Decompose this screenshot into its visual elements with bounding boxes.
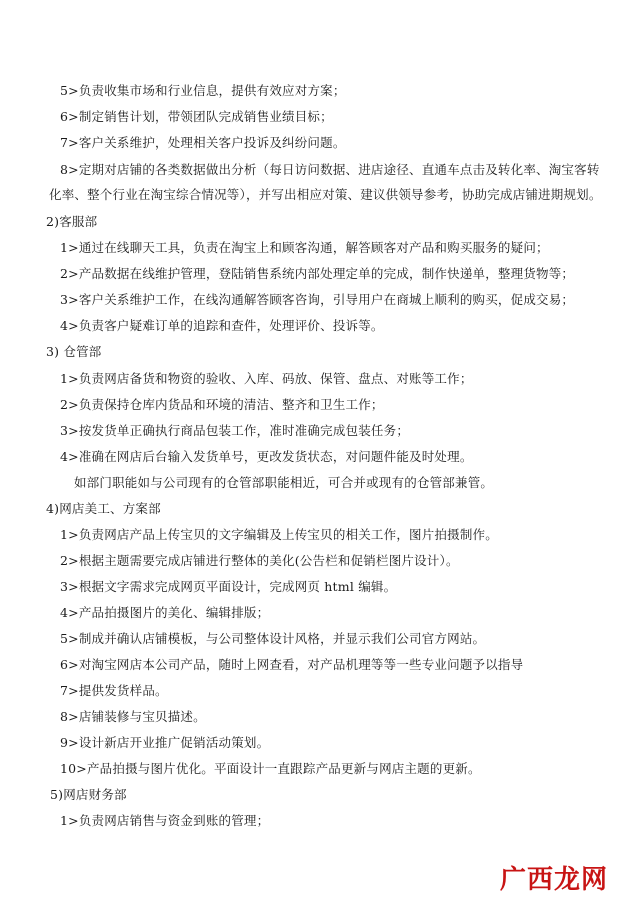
customer-service-item-3: 3>客户关系维护工作，在线沟通解答顾客咨询，引导用户在商城上顺利的购买，促成交易； — [60, 292, 575, 307]
customer-service-item-1: 1>通过在线聊天工具，负责在淘宝上和顾客沟通，解答顾客对产品和购买服务的疑问； — [60, 240, 549, 255]
watermark-logo: 广西龙网 — [499, 865, 608, 895]
design-item-1: 1>负责网店产品上传宝贝的文字编辑及上传宝贝的相关工作，图片拍摄制作。 — [60, 527, 498, 542]
warehouse-item-2: 2>负责保持仓库内货品和环境的清洁、整齐和卫生工作； — [60, 397, 384, 412]
design-item-9: 9>设计新店开业推广促销活动策划。 — [60, 735, 270, 750]
warehouse-item-3: 3>按发货单正确执行商品包装工作，准时准确完成包装任务； — [60, 423, 410, 438]
marketing-item-7: 7>客户关系维护，处理相关客户投诉及纠纷问题。 — [60, 135, 346, 150]
customer-service-item-4: 4>负责客户疑难订单的追踪和查件，处理评价、投诉等。 — [60, 318, 384, 333]
design-item-7: 7>提供发货样品。 — [60, 683, 168, 698]
design-item-10: 10>产品拍摄与图片优化。平面设计一直跟踪产品更新与网店主题的更新。 — [60, 761, 481, 776]
marketing-item-6: 6>制定销售计划，带领团队完成销售业绩目标； — [60, 109, 333, 124]
design-item-6: 6>对淘宝网店本公司产品，随时上网查看，对产品机理等等一些专业问题予以指导 — [60, 657, 524, 672]
finance-item-1: 1>负责网店销售与资金到账的管理； — [60, 813, 270, 828]
customer-service-heading: 2)客服部 — [46, 214, 98, 229]
warehouse-item-4: 4>准确在网店后台输入发货单号，更改发货状态，对问题件能及时处理。 — [60, 449, 473, 464]
design-item-8: 8>店铺装修与宝贝描述。 — [60, 709, 206, 724]
marketing-item-8-line-2: 化率、整个行业在淘宝综合情况等），并写出相应对策、建议供领导参考，协助完成店铺进期规划。 — [49, 187, 602, 202]
marketing-item-8-line-1: 8>定期对店铺的各类数据做出分析（每日访问数据、进店途径、直通车点击及转化率、淘宝客转 — [60, 162, 600, 177]
design-item-5: 5>制成并确认店铺模板，与公司整体设计风格，并显示我们公司官方网站。 — [60, 631, 486, 646]
marketing-item-5: 5>负责收集市场和行业信息，提供有效应对方案； — [60, 83, 346, 98]
design-item-4: 4>产品拍摄图片的美化、编辑排版； — [60, 605, 270, 620]
design-item-2: 2>根据主题需要完成店铺进行整体的美化(公告栏和促销栏图片设计）。 — [60, 553, 459, 568]
warehouse-note: 如部门职能如与公司现有的仓管部职能相近，可合并或现有的仓管部兼管。 — [74, 475, 494, 490]
customer-service-item-2: 2>产品数据在线维护管理，登陆销售系统内部处理定单的完成，制作快递单，整理货物等； — [60, 266, 575, 281]
design-heading: 4)网店美工、方案部 — [46, 501, 161, 516]
warehouse-heading: 3) 仓管部 — [46, 344, 102, 359]
warehouse-item-1: 1>负责网店备货和物资的验收、入库、码放、保管、盘点、对账等工作； — [60, 371, 473, 386]
design-item-3: 3>根据文字需求完成网页平面设计，完成网页 html 编辑。 — [60, 579, 397, 594]
finance-heading: 5)网店财务部 — [50, 787, 127, 802]
